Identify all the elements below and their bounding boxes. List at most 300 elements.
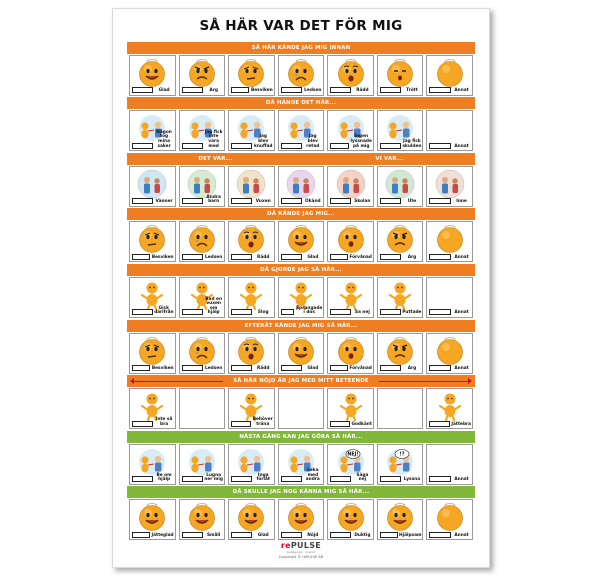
option-label: Slog <box>257 310 269 316</box>
checkbox[interactable] <box>380 143 401 149</box>
option-label: Rädd <box>257 254 270 260</box>
option-label: Duktig <box>354 532 371 538</box>
photo-picture <box>130 169 175 199</box>
checkbox[interactable] <box>182 309 203 315</box>
option-card[interactable] <box>129 110 176 151</box>
section-heading <box>127 208 475 220</box>
option-label: Annat <box>454 143 469 149</box>
option-label: Ute <box>407 199 417 205</box>
option-card[interactable] <box>179 499 226 540</box>
face-sad-icon <box>279 58 324 88</box>
option-card[interactable] <box>426 110 473 151</box>
option-caption <box>231 254 273 261</box>
option-caption <box>429 87 471 94</box>
option-label: Säga nej <box>356 472 369 483</box>
checkbox[interactable] <box>380 198 401 204</box>
checkbox[interactable] <box>330 309 351 315</box>
option-caption <box>380 140 422 149</box>
checkbox[interactable] <box>429 532 450 538</box>
option-caption <box>281 254 323 261</box>
section-heading <box>127 153 475 165</box>
option-card[interactable] <box>327 166 374 207</box>
option-caption <box>132 474 174 483</box>
face-happy-icon <box>229 502 274 532</box>
option-caption <box>330 87 372 94</box>
checkbox[interactable] <box>429 421 449 427</box>
option-card[interactable] <box>278 221 325 262</box>
checkbox[interactable] <box>281 476 302 482</box>
option-card[interactable] <box>426 166 473 207</box>
checkbox[interactable] <box>281 87 302 93</box>
photo-picture <box>378 169 423 199</box>
option-card[interactable] <box>228 333 275 374</box>
checkbox[interactable] <box>330 532 351 538</box>
option-caption <box>231 309 273 316</box>
option-row <box>127 55 475 96</box>
option-card[interactable] <box>327 55 374 96</box>
option-card[interactable] <box>179 221 226 262</box>
option-caption <box>380 309 422 316</box>
checkbox[interactable] <box>182 198 203 204</box>
option-card[interactable] <box>228 221 275 262</box>
option-card[interactable] <box>278 499 325 540</box>
option-card[interactable] <box>129 444 176 485</box>
option-caption <box>132 307 174 316</box>
checkbox[interactable] <box>380 87 401 93</box>
option-card[interactable] <box>278 333 325 374</box>
option-card[interactable] <box>129 166 176 207</box>
checkbox[interactable] <box>182 254 203 260</box>
face-happy-icon <box>130 502 175 532</box>
checkbox[interactable] <box>281 532 302 538</box>
option-card[interactable] <box>179 277 226 318</box>
option-label: Jättebra <box>451 421 472 427</box>
option-card[interactable] <box>228 166 275 207</box>
face-blank-icon <box>427 224 472 254</box>
option-card[interactable] <box>278 277 325 318</box>
section-heading <box>127 42 475 54</box>
option-label: Någon tog mina saker <box>156 129 172 149</box>
face-happy-icon <box>279 502 324 532</box>
face-blank-icon <box>427 336 472 366</box>
checkbox[interactable] <box>429 365 450 371</box>
photo-picture <box>328 169 373 199</box>
checkbox[interactable] <box>231 309 252 315</box>
page-title: SÅ HÄR VAR DET FÖR MIG <box>199 18 403 34</box>
option-card[interactable] <box>278 166 325 207</box>
option-card[interactable] <box>228 444 275 485</box>
option-caption <box>380 198 422 205</box>
svg-text:!?: !? <box>399 452 405 458</box>
option-label: Inne <box>456 199 467 205</box>
face-sad-icon <box>180 224 225 254</box>
face-angry-icon <box>180 58 225 88</box>
checkbox[interactable] <box>132 476 153 482</box>
option-label: Hjälpsam <box>399 532 422 538</box>
option-label: Puttade <box>402 310 422 316</box>
section-heading-text: DÅ HÄNDE DET HÄR... <box>265 100 337 107</box>
option-label: Arg <box>407 254 417 260</box>
checkbox[interactable] <box>330 143 349 149</box>
option-caption <box>281 307 323 316</box>
brand-logo: rePULSE <box>280 541 322 550</box>
empty-picture <box>427 113 472 143</box>
checkbox[interactable] <box>132 365 150 371</box>
section-heading-text: NÄSTA GÅNG KAN JAG GÖRA SÅ HÄR... <box>239 433 363 440</box>
section-heading-text: DÅ KÄNDE JAG MIG... <box>267 211 335 218</box>
option-card[interactable] <box>228 388 275 429</box>
checkbox[interactable] <box>330 254 348 260</box>
option-caption <box>281 135 323 149</box>
option-caption <box>330 254 372 261</box>
option-caption <box>231 135 273 149</box>
option-caption <box>182 298 224 316</box>
section-heading <box>127 486 475 498</box>
option-card[interactable] <box>377 110 424 151</box>
option-label: Besviken <box>151 254 174 260</box>
option-caption <box>182 131 224 149</box>
option-label: Inga förlåt <box>256 472 270 483</box>
option-caption <box>380 87 422 94</box>
option-card[interactable] <box>426 221 473 262</box>
option-label: Besviken <box>250 88 273 93</box>
checkbox[interactable] <box>231 421 251 427</box>
face-happy-icon <box>180 502 225 532</box>
option-caption <box>132 87 174 94</box>
option-card[interactable] <box>278 110 325 151</box>
option-caption <box>281 365 323 372</box>
copyright-text: Copyright © rePULSE AB <box>278 555 324 559</box>
option-label: Besviken <box>151 365 174 371</box>
option-card[interactable] <box>377 444 424 485</box>
option-label: Nöjd <box>307 532 319 538</box>
checkbox[interactable] <box>231 532 252 538</box>
option-label: Skolan <box>354 199 371 205</box>
figure-picture <box>328 280 373 310</box>
checkbox[interactable] <box>429 476 450 482</box>
option-caption <box>231 365 273 372</box>
option-card[interactable] <box>327 277 374 318</box>
option-row <box>127 499 475 540</box>
section-heading <box>127 97 475 109</box>
option-label: Inte så bra <box>155 416 173 427</box>
emotion-board <box>127 40 475 540</box>
face-scared-icon <box>328 58 373 88</box>
option-caption <box>132 532 174 539</box>
face-tired-icon <box>378 58 423 88</box>
section-heading <box>127 320 475 332</box>
checkbox[interactable] <box>429 198 450 204</box>
option-card[interactable] <box>327 499 374 540</box>
option-card[interactable] <box>129 277 176 318</box>
option-caption <box>231 532 273 539</box>
checkbox[interactable] <box>132 309 153 315</box>
option-label: Glad <box>158 88 170 93</box>
empty-picture <box>378 391 423 421</box>
option-card[interactable] <box>228 499 275 540</box>
option-card[interactable] <box>377 55 424 96</box>
face-angry-icon <box>378 224 423 254</box>
face-happy-icon <box>378 502 423 532</box>
option-label: Jag blev retad <box>306 134 320 149</box>
option-card[interactable] <box>327 388 374 429</box>
option-card <box>179 388 226 429</box>
option-caption <box>182 87 224 94</box>
option-row <box>127 166 475 207</box>
checkbox[interactable] <box>132 254 150 260</box>
checkbox[interactable] <box>281 198 302 204</box>
footer <box>113 541 489 559</box>
option-label: Lugna ner mig <box>204 472 223 483</box>
option-caption <box>429 532 471 539</box>
option-card[interactable] <box>426 277 473 318</box>
option-card <box>377 388 424 429</box>
empty-picture <box>180 391 225 421</box>
section-heading-text: DET VAR... <box>198 155 233 162</box>
option-label: Sprungade i dos <box>295 305 323 316</box>
option-caption <box>231 87 273 94</box>
option-card[interactable] <box>278 444 325 485</box>
option-label: Jag blev knuffad <box>254 134 273 149</box>
option-card[interactable] <box>278 55 325 96</box>
option-caption <box>281 469 323 483</box>
checkbox[interactable] <box>429 309 450 315</box>
figure-picture <box>427 391 472 421</box>
option-caption <box>281 87 323 94</box>
option-caption <box>429 365 471 372</box>
option-caption <box>429 421 471 428</box>
option-card[interactable] <box>426 388 473 429</box>
option-label: Annat <box>454 532 469 538</box>
figure-picture <box>328 391 373 421</box>
section-heading-text: SÅ HÄR KÄNDE JAG MIG INNAN <box>251 44 351 51</box>
section-heading <box>127 375 475 387</box>
option-label: Godkänt <box>351 421 372 427</box>
empty-picture <box>427 447 472 477</box>
arrow-right-icon <box>379 381 469 382</box>
option-label: Rädd <box>257 365 270 371</box>
checkbox[interactable] <box>380 532 398 538</box>
option-caption <box>330 135 372 149</box>
option-card[interactable] <box>327 333 374 374</box>
option-caption <box>182 365 224 372</box>
option-caption <box>132 131 174 149</box>
option-label: Förvånad <box>349 254 372 260</box>
option-caption <box>330 198 372 205</box>
option-caption <box>330 365 372 372</box>
option-row <box>127 110 475 151</box>
option-label: Glad <box>307 254 319 260</box>
option-caption <box>429 143 471 150</box>
empty-picture <box>279 391 324 421</box>
option-card[interactable] <box>377 333 424 374</box>
checkbox[interactable] <box>182 365 203 371</box>
face-surprised-icon <box>328 224 373 254</box>
option-card[interactable] <box>228 110 275 151</box>
checkbox[interactable] <box>231 254 252 260</box>
checkbox[interactable] <box>231 143 252 149</box>
option-label: Småll <box>206 532 221 538</box>
face-scared-icon <box>229 336 274 366</box>
checkbox[interactable] <box>132 143 153 149</box>
checkbox[interactable] <box>330 421 350 427</box>
worksheet <box>112 8 490 568</box>
checkbox[interactable] <box>231 198 252 204</box>
option-card[interactable] <box>327 444 374 485</box>
checkbox[interactable] <box>281 309 295 315</box>
option-label: Glad <box>307 365 319 371</box>
checkbox[interactable] <box>380 309 401 315</box>
checkbox[interactable] <box>182 532 203 538</box>
option-card[interactable] <box>426 55 473 96</box>
option-card[interactable] <box>426 499 473 540</box>
option-card[interactable] <box>377 277 424 318</box>
option-caption <box>380 476 422 483</box>
option-label: Ledsen <box>205 254 223 260</box>
scene-picture <box>378 447 423 477</box>
option-card[interactable] <box>377 499 424 540</box>
option-label: Ledsen <box>304 88 322 93</box>
option-caption <box>132 254 174 261</box>
option-label: Arg <box>209 88 218 93</box>
option-card[interactable] <box>426 333 473 374</box>
option-row <box>127 333 475 374</box>
face-disappointed-icon <box>130 336 175 366</box>
option-label: Okänd <box>305 199 321 205</box>
option-card[interactable] <box>327 221 374 262</box>
option-card[interactable] <box>129 333 176 374</box>
option-card[interactable] <box>129 221 176 262</box>
photo-picture <box>427 169 472 199</box>
option-label: Annat <box>454 254 469 260</box>
checkbox[interactable] <box>380 365 401 371</box>
option-card[interactable] <box>179 444 226 485</box>
checkbox[interactable] <box>231 87 249 93</box>
figure-picture <box>378 280 423 310</box>
checkbox[interactable] <box>281 365 302 371</box>
option-label: Behöver träna <box>252 416 273 427</box>
arrow-left-icon <box>133 381 223 382</box>
option-caption <box>330 532 372 539</box>
option-card[interactable] <box>179 55 226 96</box>
option-caption <box>182 196 224 205</box>
option-row <box>127 388 475 429</box>
face-happy-icon <box>279 224 324 254</box>
option-label: Annat <box>454 310 469 316</box>
option-caption <box>429 309 471 316</box>
option-label: Lyssna <box>403 477 421 483</box>
option-card[interactable] <box>377 166 424 207</box>
option-card[interactable] <box>179 333 226 374</box>
brand-tagline: pedagogik · metod <box>286 550 316 554</box>
option-label: Ingen lyssnade på mig <box>350 134 372 149</box>
checkbox[interactable] <box>429 254 450 260</box>
option-caption <box>132 198 174 205</box>
option-caption <box>231 474 273 483</box>
face-blank-icon <box>427 58 472 88</box>
checkbox[interactable] <box>132 198 153 204</box>
option-caption <box>231 418 273 427</box>
option-label: Vänner <box>155 199 173 205</box>
section-heading-text: DÅ GJORDE JAG SÅ HÄR... <box>260 266 342 273</box>
option-card[interactable] <box>179 166 226 207</box>
face-angry-icon <box>378 336 423 366</box>
option-card[interactable] <box>129 388 176 429</box>
checkbox[interactable] <box>330 365 348 371</box>
checkbox[interactable] <box>281 143 302 149</box>
checkbox[interactable] <box>380 254 401 260</box>
section-heading-text: DÅ SKULLE JAG NOG KÄNNA MIG SÅ HÄR... <box>232 489 370 496</box>
checkbox[interactable] <box>429 87 450 93</box>
option-card <box>278 388 325 429</box>
option-card[interactable] <box>228 55 275 96</box>
checkbox[interactable] <box>231 476 252 482</box>
option-card[interactable] <box>426 444 473 485</box>
option-caption <box>281 532 323 539</box>
checkbox[interactable] <box>132 87 153 93</box>
checkbox[interactable] <box>231 365 252 371</box>
face-happy-icon <box>279 336 324 366</box>
option-caption <box>182 474 224 483</box>
checkbox[interactable] <box>281 254 302 260</box>
checkbox[interactable] <box>182 87 203 93</box>
section-heading-text: SÅ HÄR NÖJD ÄR JAG MED MITT BETEENDE <box>233 378 369 385</box>
option-label: Glad <box>257 532 269 538</box>
option-label: Rädd <box>356 88 369 93</box>
checkbox[interactable] <box>330 87 351 93</box>
option-caption <box>132 418 174 427</box>
face-blank-icon <box>427 502 472 532</box>
checkbox[interactable] <box>429 143 450 149</box>
option-card[interactable] <box>129 55 176 96</box>
option-caption <box>380 365 422 372</box>
svg-text:NEJ!: NEJ! <box>346 452 359 458</box>
option-label: Leka med andra <box>305 467 320 483</box>
option-row <box>127 444 475 485</box>
checkbox[interactable] <box>132 421 153 427</box>
option-caption <box>182 532 224 539</box>
option-label: Annat <box>454 365 469 371</box>
checkbox[interactable] <box>380 476 401 482</box>
checkbox[interactable] <box>182 143 203 149</box>
option-label: Ledsen <box>205 365 223 371</box>
empty-picture <box>427 280 472 310</box>
option-card[interactable] <box>129 499 176 540</box>
photo-picture <box>279 169 324 199</box>
option-caption <box>380 254 422 261</box>
option-caption <box>330 421 372 428</box>
option-card[interactable] <box>179 110 226 151</box>
option-label: Gick därifrån <box>154 305 174 316</box>
option-label: Jätteglad <box>151 532 174 538</box>
option-caption <box>429 254 471 261</box>
option-card[interactable] <box>327 110 374 151</box>
option-card[interactable] <box>228 277 275 318</box>
face-disappointed-icon <box>229 58 274 88</box>
option-label: Vuxen <box>255 199 271 205</box>
option-label: Förvånad <box>349 365 372 371</box>
face-scared-icon <box>229 224 274 254</box>
option-label: Arg <box>407 365 417 371</box>
checkbox[interactable] <box>330 198 351 204</box>
section-heading-text: EFTERÅT KÄNDE JAG MIG SÅ HÄR... <box>244 322 358 329</box>
option-caption <box>380 532 422 539</box>
section-heading <box>127 264 475 276</box>
option-card[interactable] <box>377 221 424 262</box>
checkbox[interactable] <box>182 476 203 482</box>
checkbox[interactable] <box>330 476 351 482</box>
checkbox[interactable] <box>132 532 150 538</box>
